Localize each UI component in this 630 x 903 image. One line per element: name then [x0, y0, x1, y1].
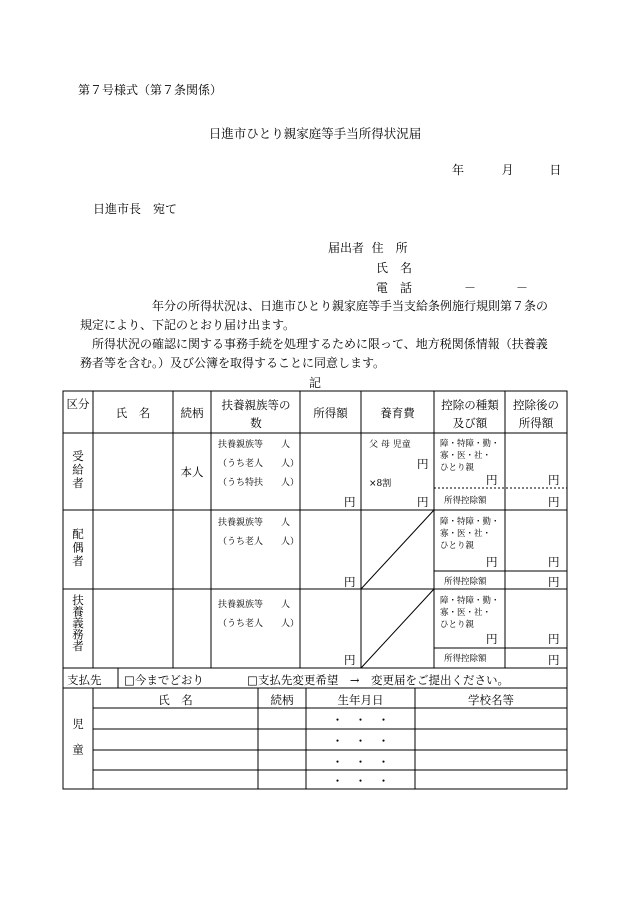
- address-label: 住 所: [371, 241, 408, 255]
- form-number: 第７号様式（第７条関係）: [78, 83, 223, 97]
- deduction-types: 障・特障・勤・: [440, 439, 500, 449]
- dependents-elderly: （うち老人 人）: [218, 459, 300, 469]
- ki-heading: 記: [308, 376, 321, 390]
- income-yen: 円: [344, 575, 356, 589]
- dependents-elderly: （うち老人 人）: [218, 619, 300, 629]
- child-birthdate-field[interactable]: ・ ・ ・: [331, 713, 390, 727]
- deduction-total-label: 所得控除額: [444, 654, 487, 664]
- col-header-dependents: 扶養親族等の数: [221, 398, 291, 430]
- col-header-support: 養育費: [380, 406, 415, 420]
- children-label: 児童: [71, 718, 85, 769]
- child-birthdate-field[interactable]: ・ ・ ・: [331, 755, 390, 769]
- after-yen: 円: [548, 632, 560, 646]
- applicant-label: 届出者: [328, 241, 365, 255]
- deduction-types: 寡・医・社・: [440, 608, 492, 618]
- month-label: 月: [501, 163, 514, 177]
- addressee: 日進市長 宛て: [93, 202, 178, 216]
- year-label: 年: [452, 163, 465, 177]
- phone-label: 電 話: [376, 281, 413, 295]
- document-title: 日進市ひとり親家庭等手当所得状況届: [208, 126, 422, 141]
- deduction-types: ひとり親: [440, 463, 475, 473]
- col-header-after-deduction: 控除後の所得額: [513, 398, 559, 430]
- after-total-yen: 円: [548, 653, 560, 667]
- support-parties: 父 母 児童: [369, 440, 411, 450]
- dependents-count: 扶養親族等 人: [218, 518, 291, 528]
- child-col-school: 学校名等: [468, 693, 514, 707]
- deduction-types: 障・特障・勤・: [440, 596, 500, 606]
- child-birthdate-field[interactable]: ・ ・ ・: [331, 774, 390, 788]
- payment-option-change[interactable]: □支払先変更希望 → 変更届をご提出ください。: [247, 673, 509, 687]
- row-label-recipient: 受給者: [71, 450, 85, 491]
- deduction-yen: 円: [486, 632, 498, 646]
- dependents-count: 扶養親族等 人: [218, 440, 291, 450]
- support-total-yen: 円: [417, 495, 429, 509]
- payment-option-same[interactable]: □今までどおり: [124, 673, 204, 687]
- day-label: 日: [549, 163, 562, 177]
- deduction-types: 寡・医・社・: [440, 451, 492, 461]
- dependents-special: （うち特扶 人）: [218, 478, 300, 488]
- support-rate: ×8割: [369, 479, 392, 489]
- income-yen: 円: [344, 495, 356, 509]
- child-birthdate-field[interactable]: ・ ・ ・: [331, 734, 390, 748]
- phone-separator: －: [516, 281, 529, 295]
- after-yen: 円: [548, 473, 560, 487]
- dependents-count: 扶養親族等 人: [218, 600, 291, 610]
- deduction-types: ひとり親: [440, 541, 475, 551]
- col-header-relation: 続柄: [180, 406, 204, 420]
- deduction-yen: 円: [486, 555, 498, 569]
- support-yen: 円: [417, 457, 429, 471]
- col-header-income: 所得額: [313, 406, 348, 420]
- payment-label: 支払先: [67, 673, 102, 687]
- row-label-spouse: 配偶者: [71, 528, 85, 569]
- declaration-line: 所得状況の確認に関する事務手続を処理するために限って、地方税関係情報（扶養義: [80, 337, 548, 351]
- after-total-yen: 円: [548, 495, 560, 509]
- child-col-name: 氏 名: [158, 693, 193, 707]
- deduction-types: 寡・医・社・: [440, 529, 492, 539]
- dependents-elderly: （うち老人 人）: [218, 537, 300, 547]
- col-header-kubun: 区分: [66, 397, 90, 411]
- col-header-name: 氏 名: [115, 406, 151, 420]
- row-label-obligor: 扶養義務者: [71, 594, 85, 652]
- phone-separator: －: [464, 281, 477, 295]
- income-yen: 円: [344, 653, 356, 667]
- child-col-birth: 生年月日: [337, 693, 384, 707]
- name-label: 氏 名: [376, 261, 413, 275]
- deduction-total-label: 所得控除額: [444, 496, 487, 506]
- declaration-line: 務者等を含む。）及び公簿を取得することに同意します。: [80, 356, 386, 370]
- declaration-line: 規定により、下記のとおり届け出ます。: [80, 318, 296, 332]
- col-header-deduction: 控除の種類及び額: [441, 398, 499, 430]
- after-yen: 円: [548, 555, 560, 569]
- deduction-types: 障・特障・勤・: [440, 517, 500, 527]
- deduction-total-label: 所得控除額: [444, 577, 487, 587]
- relation-self: 本人: [180, 465, 204, 479]
- child-col-relation: 続柄: [270, 693, 294, 707]
- deduction-yen: 円: [486, 473, 498, 487]
- declaration-line: 年分の所得状況は、日進市ひとり親家庭等手当支給条例施行規則第７条の: [80, 299, 549, 313]
- after-total-yen: 円: [548, 575, 560, 589]
- deduction-types: ひとり親: [440, 620, 475, 630]
